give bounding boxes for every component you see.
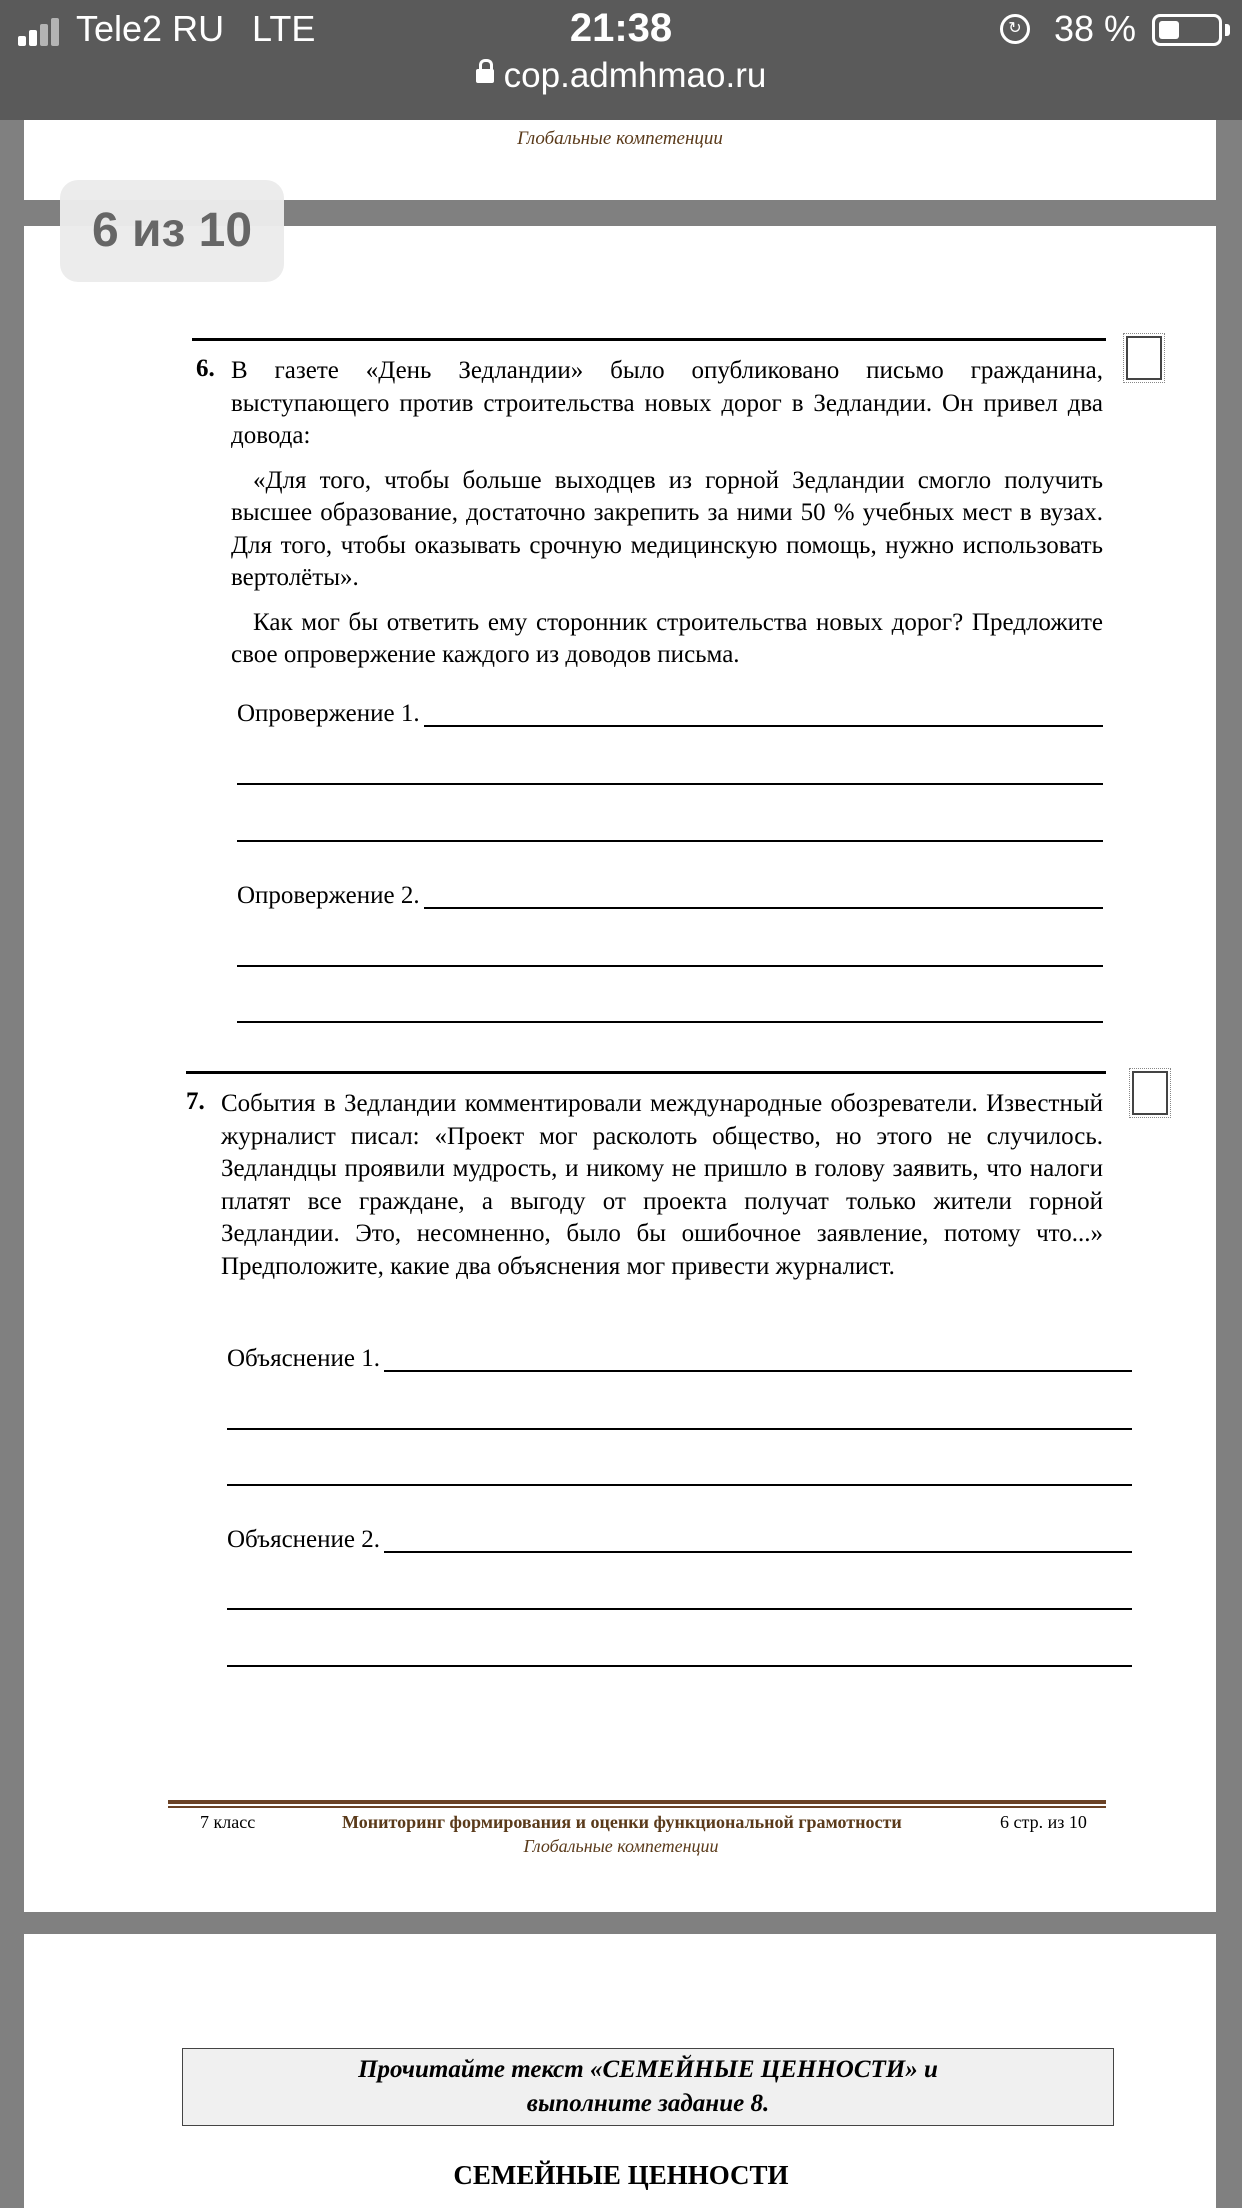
clock: 21:38 <box>569 6 673 50</box>
answer-line[interactable] <box>237 1021 1103 1023</box>
explanation1-label: Объяснение 1. <box>227 1344 384 1374</box>
footer-rule <box>168 1806 1106 1808</box>
answer-line[interactable] <box>227 1665 1132 1667</box>
footer-grade: 7 класс <box>200 1812 256 1832</box>
answer-line[interactable] <box>227 1428 1132 1430</box>
explanation2-label: Объяснение 2. <box>227 1525 384 1555</box>
instruction-line2: выполните задание 8. <box>526 2090 770 2117</box>
question7-number: 7. <box>186 1088 205 1115</box>
footer-title: Мониторинг формирования и оценки функциональной грамотности <box>342 1812 902 1832</box>
instruction-box <box>182 2048 1114 2126</box>
question7-text: События в Зедландии комментировали международные обозреватели. Известный журналист писал: «Проект мог расколоть общество, но этого не случилось. Зедландцы проявили мудрость, и никому не пришло в голову заявить, что налоги платят все граждане, а выгоду от проекта получат только жители горной Зедландии. Это, несомненно, было бы ошибочное заявление, потому что...» Предположите, какие два объяснения мог привести журналист. <box>221 1090 1103 1280</box>
answer-line[interactable] <box>237 965 1103 967</box>
carrier-name: Tele2 RU <box>76 8 225 49</box>
answer-line[interactable] <box>227 1608 1132 1610</box>
question6-text <box>231 355 1103 672</box>
prev-page-header-subtitle: Глобальные компетенции <box>517 128 723 149</box>
page-counter-badge: 6 из 10 <box>60 180 284 282</box>
answer-line[interactable] <box>237 840 1103 842</box>
battery-percent: 38 % <box>1054 8 1137 49</box>
rotation-lock-icon: ↻ <box>1000 14 1030 44</box>
battery-tip <box>1225 24 1230 36</box>
question7-top-rule <box>186 1071 1106 1074</box>
instruction-line1: Прочитайте текст «СЕМЕЙНЫЕ ЦЕННОСТИ» и <box>358 2056 938 2083</box>
question6-number: 6. <box>196 355 215 382</box>
answer-line[interactable] <box>227 1484 1132 1486</box>
footer-page-number: 6 стр. из 10 <box>1000 1812 1087 1832</box>
answer-line[interactable] <box>237 783 1103 785</box>
refutation2-label: Опровержение 2. <box>237 881 424 911</box>
question7-score-box <box>1132 1071 1168 1115</box>
next-text-title: СЕМЕЙНЫЕ ЦЕННОСТИ <box>453 2160 789 2190</box>
footer-rule <box>168 1800 1106 1804</box>
network-type: LTE <box>252 8 316 49</box>
battery-icon <box>1152 14 1222 46</box>
question6-intro: В газете «День Зедландии» было опубликовано письмо гражданина, выступающего против строительства новых дорог в Зедландии. Он привел два довода: <box>231 357 1103 449</box>
status-bar <box>0 0 1242 120</box>
url-text: cop.admhmao.ru <box>503 56 767 95</box>
question6-prompt: Как мог бы ответить ему сторонник строительства новых дорог? Предложите свое опровержение каждого из доводов письма. <box>231 608 1103 668</box>
lock-icon <box>476 69 494 83</box>
question6-quote: «Для того, чтобы больше выходцев из горной Зедландии смогло получить высшее образование, достаточно закрепить за ними 50 % учебных мест в вузах. Для того, чтобы оказывать срочную медицинскую помощь, нужно использовать вертолёты». <box>231 466 1103 591</box>
question6-score-box <box>1126 336 1162 380</box>
refutation1-label: Опровержение 1. <box>237 699 424 729</box>
address-bar[interactable] <box>0 56 1242 96</box>
footer-subtitle: Глобальные компетенции <box>523 1836 719 1856</box>
question6-top-rule <box>192 338 1106 341</box>
